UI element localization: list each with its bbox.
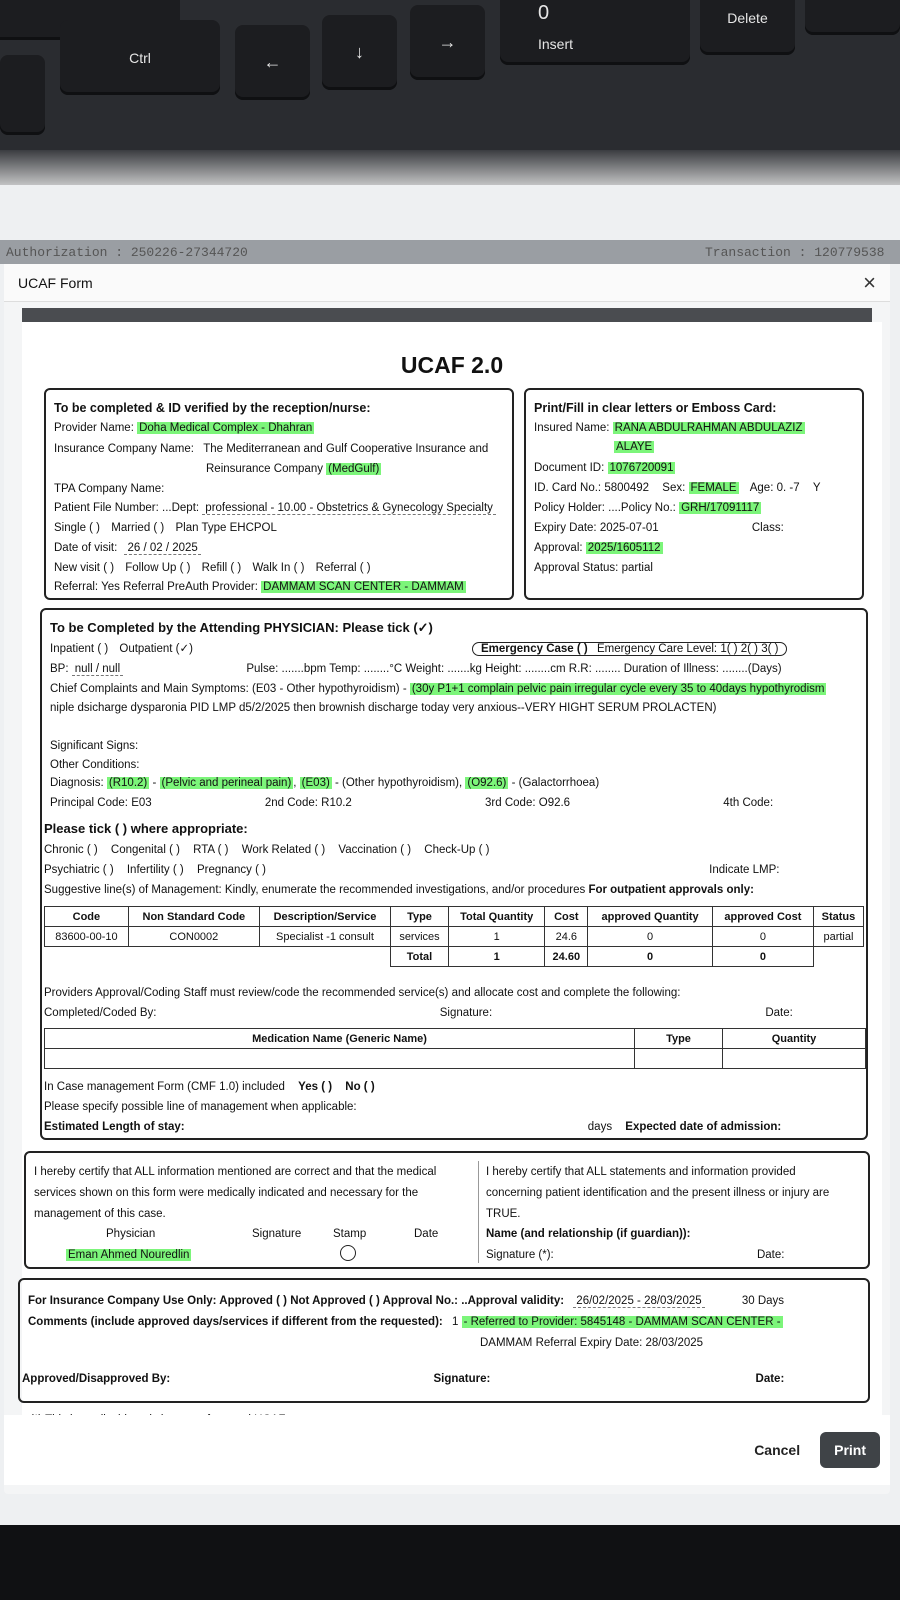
file-row bbox=[54, 501, 496, 515]
insurer-signature-label: Signature: bbox=[433, 1373, 491, 1385]
key-zero-label: 0 bbox=[538, 2, 550, 24]
age-value: 0. -7 bbox=[776, 482, 800, 494]
col-header: Status bbox=[813, 907, 863, 927]
ucaf-form bbox=[22, 322, 882, 1432]
department: professional - 10.00 - Obstetrics & Gynecology Specialty bbox=[202, 502, 496, 515]
certify-section bbox=[24, 1151, 870, 1269]
inpatient-check[interactable]: Inpatient ( ) bbox=[50, 643, 109, 655]
bp-value: null / null bbox=[72, 663, 123, 676]
table-cell bbox=[723, 1049, 866, 1069]
idcard-label: ID. Card No.: bbox=[534, 482, 602, 494]
cmf-row bbox=[44, 1080, 375, 1094]
insurance-row-2 bbox=[206, 462, 381, 476]
certify-divider bbox=[478, 1161, 479, 1263]
insured-name-2 bbox=[614, 440, 654, 454]
col-header: Code bbox=[45, 907, 129, 927]
stay-label: Estimated Length of stay: bbox=[44, 1121, 185, 1133]
col-header: Type bbox=[635, 1029, 723, 1049]
total-approved-cost: 0 bbox=[712, 947, 813, 967]
fourth-code-label: 4th Code: bbox=[723, 797, 774, 809]
reception-section bbox=[44, 388, 514, 600]
congenital-check[interactable]: Congenital ( ) bbox=[110, 844, 180, 856]
right-date-label: Date: bbox=[756, 1249, 785, 1261]
complaints-row bbox=[50, 682, 826, 696]
key-insert bbox=[500, 0, 690, 65]
table-total-row bbox=[45, 947, 864, 967]
status-label: Approval Status: bbox=[534, 562, 619, 574]
patient-type-row bbox=[50, 642, 193, 656]
approval-label: Approval: bbox=[534, 542, 583, 554]
age-label: Age: bbox=[749, 482, 774, 494]
expiry-label: Expiry Date: bbox=[534, 522, 597, 534]
emergency-pill bbox=[472, 642, 787, 656]
principal-code: E03 bbox=[131, 797, 152, 809]
tpa-label: TPA Company Name: bbox=[54, 483, 165, 495]
psychiatric-check[interactable]: Psychiatric ( ) bbox=[44, 864, 114, 876]
signature-star-label: Signature (*): bbox=[486, 1249, 554, 1261]
total-label: Total bbox=[391, 947, 449, 967]
certify-right-2: concerning patient identification and the present illness or injury are bbox=[486, 1187, 830, 1199]
complaints-label: Chief Complaints and Main Symptoms: bbox=[50, 683, 249, 695]
col-header: Total Quantity bbox=[448, 907, 544, 927]
cmf-no-check[interactable]: No ( ) bbox=[345, 1081, 375, 1093]
outpatient-note: For outpatient approvals only: bbox=[588, 884, 754, 896]
approval-validity: 26/02/2025 - 28/03/2025 bbox=[573, 1295, 704, 1308]
comment-expiry: DAMMAM Referral Expiry Date: 28/03/2025 bbox=[480, 1337, 704, 1349]
provider-label: Provider Name: bbox=[54, 422, 134, 434]
visit-type-row bbox=[54, 561, 371, 575]
vitals-row bbox=[50, 662, 782, 676]
insured-surname: ALAYE bbox=[616, 441, 653, 453]
table-cell: Specialist -1 consult bbox=[259, 927, 390, 947]
third-code: O92.6 bbox=[538, 797, 571, 809]
physician-label: Physician bbox=[106, 1228, 156, 1240]
suggest-row bbox=[44, 883, 754, 897]
completed-row bbox=[44, 1006, 793, 1020]
diagnosis-text-1: (Pelvic and perineal pain) bbox=[161, 777, 292, 789]
col-header: Quantity bbox=[723, 1029, 866, 1049]
card-heading: Print/Fill in clear letters or Emboss Card: bbox=[534, 401, 777, 415]
infertility-check[interactable]: Infertility ( ) bbox=[126, 864, 184, 876]
tick-row-1 bbox=[44, 843, 489, 857]
referral-row bbox=[54, 580, 466, 594]
empty-cell bbox=[45, 947, 129, 967]
plan-label: Plan Type bbox=[175, 522, 227, 534]
refill-check[interactable]: Refill ( ) bbox=[201, 562, 242, 574]
insurance-label: Insurance Company Name: bbox=[54, 443, 194, 455]
other-conditions: Other Conditions: bbox=[50, 759, 140, 771]
insurance-name-1: The Mediterranean and Gulf Cooperative Insurance and bbox=[203, 443, 489, 455]
signature-label: Signature bbox=[252, 1228, 302, 1240]
certify-right-3: TRUE. bbox=[486, 1208, 521, 1220]
age-unit: Y bbox=[812, 482, 821, 494]
insurer-line: For Insurance Company Use Only: Approved ( ) Not Approved ( ) Approval No.: ..Approval validity: bbox=[28, 1295, 565, 1307]
insurance-name-2: Reinsurance Company bbox=[206, 463, 327, 475]
doctor-name-value: Eman Ahmed Nouredlin bbox=[68, 1249, 190, 1261]
key-insert-label: Insert bbox=[538, 36, 574, 52]
table-cell: 24.6 bbox=[545, 927, 588, 947]
key-delete: Delete bbox=[700, 0, 795, 55]
diagnosis-code-3: (O92.6) bbox=[467, 777, 507, 789]
referral-label: Referral: bbox=[54, 581, 99, 593]
lmp-label: Indicate LMP: bbox=[709, 864, 780, 876]
approval-days: 30 Days bbox=[741, 1295, 785, 1307]
approval-row bbox=[534, 541, 663, 555]
insurance-row bbox=[54, 442, 488, 456]
coding-signature-label: Signature: bbox=[439, 1007, 493, 1019]
key-right: → bbox=[410, 5, 485, 80]
guardian-label: Name (and relationship (if guardian)): bbox=[486, 1228, 691, 1240]
insured-row bbox=[534, 421, 805, 435]
diagnosis-text-3: (Galactorrhoea) bbox=[518, 777, 600, 789]
table-cell bbox=[45, 1049, 635, 1069]
table-cell: 0 bbox=[712, 927, 813, 947]
empty-cell bbox=[128, 947, 259, 967]
physician-section bbox=[40, 608, 868, 1140]
certify-left-3: management of this case. bbox=[34, 1208, 166, 1220]
col-header: Type bbox=[391, 907, 449, 927]
provider-name: Doha Medical Complex - Dhahran bbox=[139, 422, 313, 434]
coding-review: Providers Approval/Coding Staff must review/code the recommended service(s) and allocate cost and complete the following: bbox=[44, 987, 681, 999]
expiry-row bbox=[534, 521, 784, 535]
signature-star-row bbox=[486, 1248, 784, 1262]
document-row bbox=[534, 461, 675, 475]
services-table bbox=[44, 906, 864, 967]
screen bbox=[0, 185, 900, 1525]
total-quantity: 1 bbox=[448, 947, 544, 967]
plan-type: EHCPOL bbox=[229, 522, 277, 534]
approval-status: partial bbox=[621, 562, 653, 574]
physician-heading: To be Completed by the Attending PHYSICIAN: Please tick (✓) bbox=[50, 620, 433, 635]
walk-in-check[interactable]: Walk In ( ) bbox=[252, 562, 305, 574]
marital-row bbox=[54, 521, 277, 535]
col-header: approved Quantity bbox=[588, 907, 713, 927]
policy-row bbox=[534, 501, 761, 515]
col-header: Non Standard Code bbox=[128, 907, 259, 927]
comments-row bbox=[28, 1315, 783, 1329]
sex-label: Sex: bbox=[662, 482, 686, 494]
empty-cell bbox=[259, 947, 390, 967]
visit-label: Date of visit: bbox=[54, 542, 118, 554]
coding-date-label: Date: bbox=[765, 1007, 793, 1019]
visit-row bbox=[54, 541, 201, 555]
preauth-label: Referral PreAuth Provider: bbox=[123, 581, 258, 593]
print-button[interactable]: Print bbox=[820, 1432, 880, 1468]
stamp-label: Stamp bbox=[333, 1228, 367, 1240]
chronic-check[interactable]: Chronic ( ) bbox=[44, 844, 98, 856]
follow-up-check[interactable]: Follow Up ( ) bbox=[125, 562, 191, 574]
suggest-label: Suggestive line(s) of Management: Kindly, enumerate the recommended investigations, and/or procedures bbox=[44, 884, 586, 896]
doctor-name bbox=[66, 1248, 191, 1262]
close-icon[interactable]: × bbox=[863, 269, 876, 295]
table-row bbox=[45, 1049, 866, 1069]
married-check[interactable]: Married ( ) bbox=[111, 522, 165, 534]
transaction-number: Transaction : 120779538 bbox=[705, 245, 885, 260]
bottom-edge bbox=[0, 1525, 900, 1600]
work-related-check[interactable]: Work Related ( ) bbox=[241, 844, 326, 856]
table-cell: partial bbox=[813, 927, 863, 947]
col-header: approved Cost bbox=[712, 907, 813, 927]
file-label: Patient File Number: ...Dept: bbox=[54, 502, 200, 514]
provider-row bbox=[54, 421, 314, 435]
policy-holder-label: Policy Holder: ....Policy No.: bbox=[534, 502, 676, 514]
date-label: Date bbox=[414, 1228, 439, 1240]
card-section bbox=[524, 388, 864, 600]
codes-row bbox=[50, 796, 773, 810]
checkup-check[interactable]: Check-Up ( ) bbox=[424, 844, 490, 856]
completed-label: Completed/Coded By: bbox=[44, 1007, 157, 1019]
diagnosis-row: Diagnosis: (R10.2) - (Pelvic and perineal pain) , (E03) - (Other hypothyroidism), (O92.6) - (Galactorrhoea) bbox=[50, 777, 600, 789]
tick-row-2 bbox=[44, 863, 780, 877]
col-header: Cost bbox=[545, 907, 588, 927]
new-visit-check[interactable]: New visit ( ) bbox=[54, 562, 115, 574]
policy-number: GRH/17091117 bbox=[681, 502, 760, 514]
col-header: Description/Service bbox=[259, 907, 390, 927]
document-id: 1076720091 bbox=[609, 462, 674, 474]
table-row bbox=[45, 927, 864, 947]
table-cell bbox=[635, 1049, 723, 1069]
background-bar bbox=[0, 240, 900, 264]
diagnosis-label: Diagnosis: bbox=[50, 777, 104, 789]
complaints-code: (E03 - Other hypothyroidism) - bbox=[251, 683, 410, 695]
table-cell: services bbox=[391, 927, 449, 947]
expiry-date: 2025-07-01 bbox=[599, 522, 659, 534]
emergency-row bbox=[472, 642, 787, 656]
emergency-case-check[interactable]: Emergency Case ( ) bbox=[481, 643, 588, 655]
cmf-label: In Case management Form (CMF 1.0) included bbox=[44, 1081, 285, 1093]
insured-name-1: RANA ABDULRAHMAN ABDULAZIZ bbox=[614, 422, 803, 434]
outpatient-check[interactable]: Outpatient (✓) bbox=[119, 643, 193, 655]
insurer-row bbox=[28, 1294, 784, 1308]
comments-label: Comments (include approved days/services if different from the requested): bbox=[28, 1316, 443, 1328]
emergency-level[interactable]: Emergency Care Level: 1( ) 2( ) 3( ) bbox=[596, 643, 779, 655]
document-label: Document ID: bbox=[534, 462, 605, 474]
second-code-label: 2nd Code: bbox=[264, 797, 318, 809]
form-title: UCAF 2.0 bbox=[400, 352, 504, 378]
insurer-section bbox=[18, 1278, 870, 1403]
form-top-band bbox=[22, 308, 872, 322]
diagnosis-code-2: (E03) bbox=[301, 777, 330, 789]
preauth-provider: DAMMAM SCAN CENTER - DAMMAM bbox=[263, 581, 464, 593]
empty-cell bbox=[813, 947, 863, 967]
stay-days-label: days bbox=[587, 1121, 613, 1133]
significant-signs: Significant Signs: bbox=[50, 740, 139, 752]
certify-left-2: services shown on this form were medically indicated and necessary for the bbox=[34, 1187, 419, 1199]
table-cell: 83600-00-10 bbox=[45, 927, 129, 947]
class-label: Class: bbox=[751, 522, 784, 534]
ucaf-modal bbox=[4, 264, 890, 1494]
complaints-continued: niple dsicharge dysparonia PID LMP d5/2/2025 then brownish discharge today very anxious--VERY HIGHT SERUM PROLACTEN) bbox=[50, 702, 717, 714]
idcard-number: 5800492 bbox=[604, 482, 650, 494]
idcard-row bbox=[534, 481, 821, 495]
col-header: Medication Name (Generic Name) bbox=[45, 1029, 635, 1049]
visit-date: 26 / 02 / 2025 bbox=[124, 542, 200, 555]
status-row bbox=[534, 561, 653, 575]
sex-value: FEMALE bbox=[690, 482, 737, 494]
tick-heading: Please tick ( ) where appropriate: bbox=[44, 821, 248, 836]
rta-check[interactable]: RTA ( ) bbox=[193, 844, 229, 856]
complaints-text: (30y P1+1 complain pelvic pain irregular cycle every 35 to 40days hypothyrodism bbox=[411, 683, 825, 695]
key-extra bbox=[805, 0, 900, 35]
modal-footer bbox=[4, 1415, 890, 1485]
key-fn bbox=[0, 55, 45, 135]
key-down: ↓ bbox=[322, 15, 397, 90]
stamp-circle-icon bbox=[340, 1245, 356, 1261]
table-cell: 0 bbox=[588, 927, 713, 947]
reception-heading: To be completed & ID verified by the reception/nurse: bbox=[54, 401, 371, 415]
second-code: R10.2 bbox=[321, 797, 352, 809]
insurance-name-3: (MedGulf) bbox=[328, 463, 380, 475]
key-ctrl: Ctrl bbox=[60, 20, 220, 95]
approved-by-row bbox=[22, 1372, 784, 1386]
stay-row bbox=[44, 1120, 781, 1134]
comment-referral: - Referred to Provider: 5845148 - DAMMAM SCAN CENTER - bbox=[463, 1316, 781, 1328]
third-code-label: 3rd Code: bbox=[485, 797, 536, 809]
certify-right-1: I hereby certify that ALL statements and information provided bbox=[486, 1166, 796, 1178]
vaccination-check[interactable]: Vaccination ( ) bbox=[338, 844, 412, 856]
diagnosis-code-1: (R10.2) bbox=[108, 777, 148, 789]
referral-value: Yes bbox=[101, 581, 120, 593]
insured-label: Insured Name: bbox=[534, 422, 610, 434]
key-left: ← bbox=[235, 25, 310, 100]
vitals-fields: Pulse: .......bpm Temp: ........°C Weight: .......kg Height: ........cm R.R: ........ Duration of Illness: ........(Days) bbox=[246, 663, 782, 675]
cmf-yes-check[interactable]: Yes ( ) bbox=[298, 1081, 333, 1093]
certify-left-1: I hereby certify that ALL information mentioned are correct and that the medical bbox=[34, 1166, 437, 1178]
modal-header bbox=[4, 264, 890, 302]
medication-table bbox=[44, 1028, 866, 1069]
total-cost: 24.60 bbox=[545, 947, 588, 967]
approved-by-label: Approved/Disapproved By: bbox=[22, 1373, 171, 1385]
total-approved-quantity: 0 bbox=[588, 947, 713, 967]
diagnosis-text-2: (Other hypothyroidism) bbox=[342, 777, 459, 789]
modal-title: UCAF Form bbox=[18, 274, 93, 291]
authorization-number: Authorization : 250226-27344720 bbox=[6, 245, 248, 260]
cancel-button[interactable]: Cancel bbox=[754, 1442, 801, 1458]
bp-label: BP: bbox=[50, 663, 69, 675]
single-check[interactable]: Single ( ) bbox=[54, 522, 101, 534]
referral-check[interactable]: Referral ( ) bbox=[315, 562, 371, 574]
table-cell: 1 bbox=[448, 927, 544, 947]
approval-number: 2025/1605112 bbox=[587, 542, 661, 554]
table-cell: CON0002 bbox=[128, 927, 259, 947]
principal-code-label: Principal Code: bbox=[50, 797, 128, 809]
admission-label: Expected date of admission: bbox=[625, 1121, 782, 1133]
comment-number: 1 bbox=[451, 1316, 459, 1328]
pregnancy-check[interactable]: Pregnancy ( ) bbox=[196, 864, 266, 876]
specify-label: Please specify possible line of management when applicable: bbox=[44, 1101, 357, 1113]
insurer-date-label: Date: bbox=[755, 1373, 785, 1385]
